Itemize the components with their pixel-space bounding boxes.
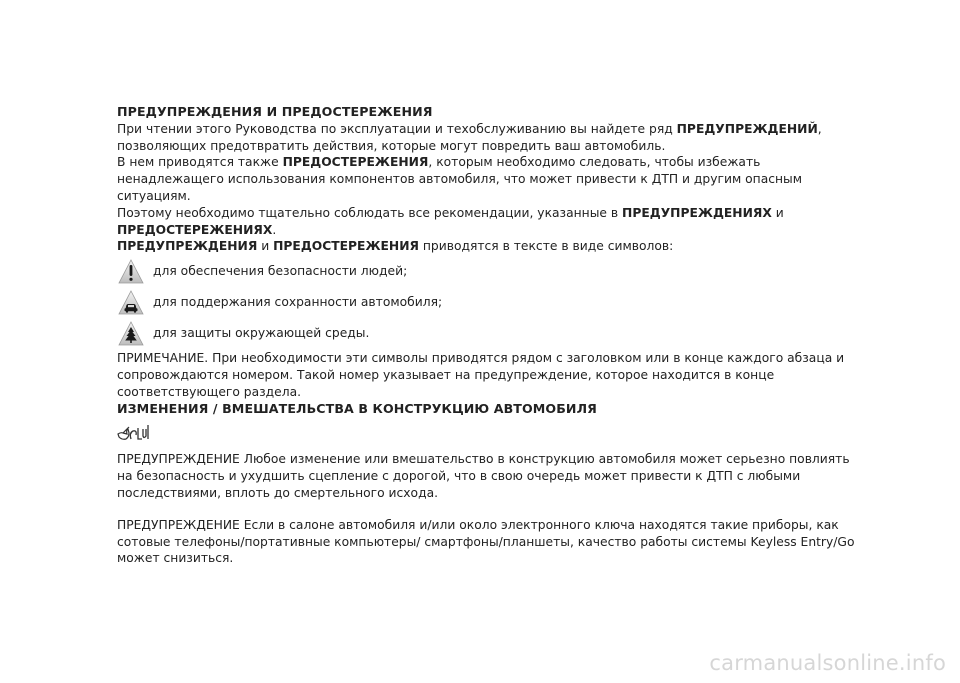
symbol-row-environment [117,319,857,348]
document-body [117,104,857,567]
bold-term: ПРЕДУПРЕЖДЕНИЙ [676,121,818,136]
bold-term: ПРЕДОСТЕРЕЖЕНИЯ [282,155,429,170]
text: При чтении этого Руководства по эксплуатации и техобслуживанию вы найдете ряд [117,121,677,136]
bold-term: ПРЕДУПРЕЖДЕНИЯ [117,239,258,254]
symbol-label: для поддержания сохранности автомобиля; [153,295,443,310]
warning-paragraph-modifications: ПРЕДУПРЕЖДЕНИЕ Любое изменение или вмешательство в конструкцию автомобиля может серьезно повлиять на безопасность и ухудшить сцепление с дорогой, что в свою очередь может привести к ДТП с любыми последствиями, вплоть до смертельного исхода. [117,452,850,500]
watermark: carmanualsonline.info [709,651,946,675]
car-icon [118,290,144,316]
exclamation-icon [118,259,144,285]
paragraph-symbols-intro [117,238,857,255]
hand-pointer-icon [117,417,857,447]
tree-icon [118,321,144,347]
note-paragraph: ПРИМЕЧАНИЕ. При необходимости эти символы приводятся рядом с заголовком или в конце каждого абзаца и сопровождаются номером. Такой номер указывает на предупреждение, которое находится в конце соответствующего раздела. [117,351,845,399]
warning-paragraph-keyless: ПРЕДУПРЕЖДЕНИЕ Если в салоне автомобиля и/или около электронного ключа находятся такие приборы, как сотовые телефоны/портативные компьютеры/ смартфоны/планшеты, качество работы системы Keyless Entry/Go может снизиться. [117,517,855,566]
symbol-label: для защиты окружающей среды. [153,326,370,341]
section-title-warnings: ПРЕДУПРЕЖДЕНИЯ И ПРЕДОСТЕРЕЖЕНИЯ [117,104,433,119]
text: . [272,222,277,237]
text: и [257,239,274,254]
symbol-label: для обеспечения безопасности людей; [153,264,408,279]
symbol-row-people [117,257,857,286]
paragraph-follow [117,205,857,239]
text: , которым необходимо следовать, чтобы избежать ненадлежащего использования компонентов автомобиля, что может привести к ДТП и другим опасным ситуациям. [117,155,803,203]
paragraph-cautions [117,154,857,204]
text: Поэтому необходимо тщательно соблюдать все рекомендации, указанные в [117,205,623,220]
paragraph-intro [117,121,857,155]
symbol-row-car [117,288,857,317]
text: и [771,205,784,220]
text: , позволяющих предотвратить действия, которые могут повредить ваш автомобиль. [117,121,822,153]
bold-term: ПРЕДОСТЕРЕЖЕНИЯ [273,239,419,254]
section-title-modifications: ИЗМЕНЕНИЯ / ВМЕШАТЕЛЬСТВА В КОНСТРУКЦИЮ АВТОМОБИЛЯ [117,400,597,416]
text: В нем приводятся также [117,155,283,170]
bold-term: ПРЕДУПРЕЖДЕНИЯХ [622,205,772,220]
text: приводятся в тексте в виде символов: [418,239,674,254]
bold-term: ПРЕДОСТЕРЕЖЕНИЯХ [117,222,273,237]
